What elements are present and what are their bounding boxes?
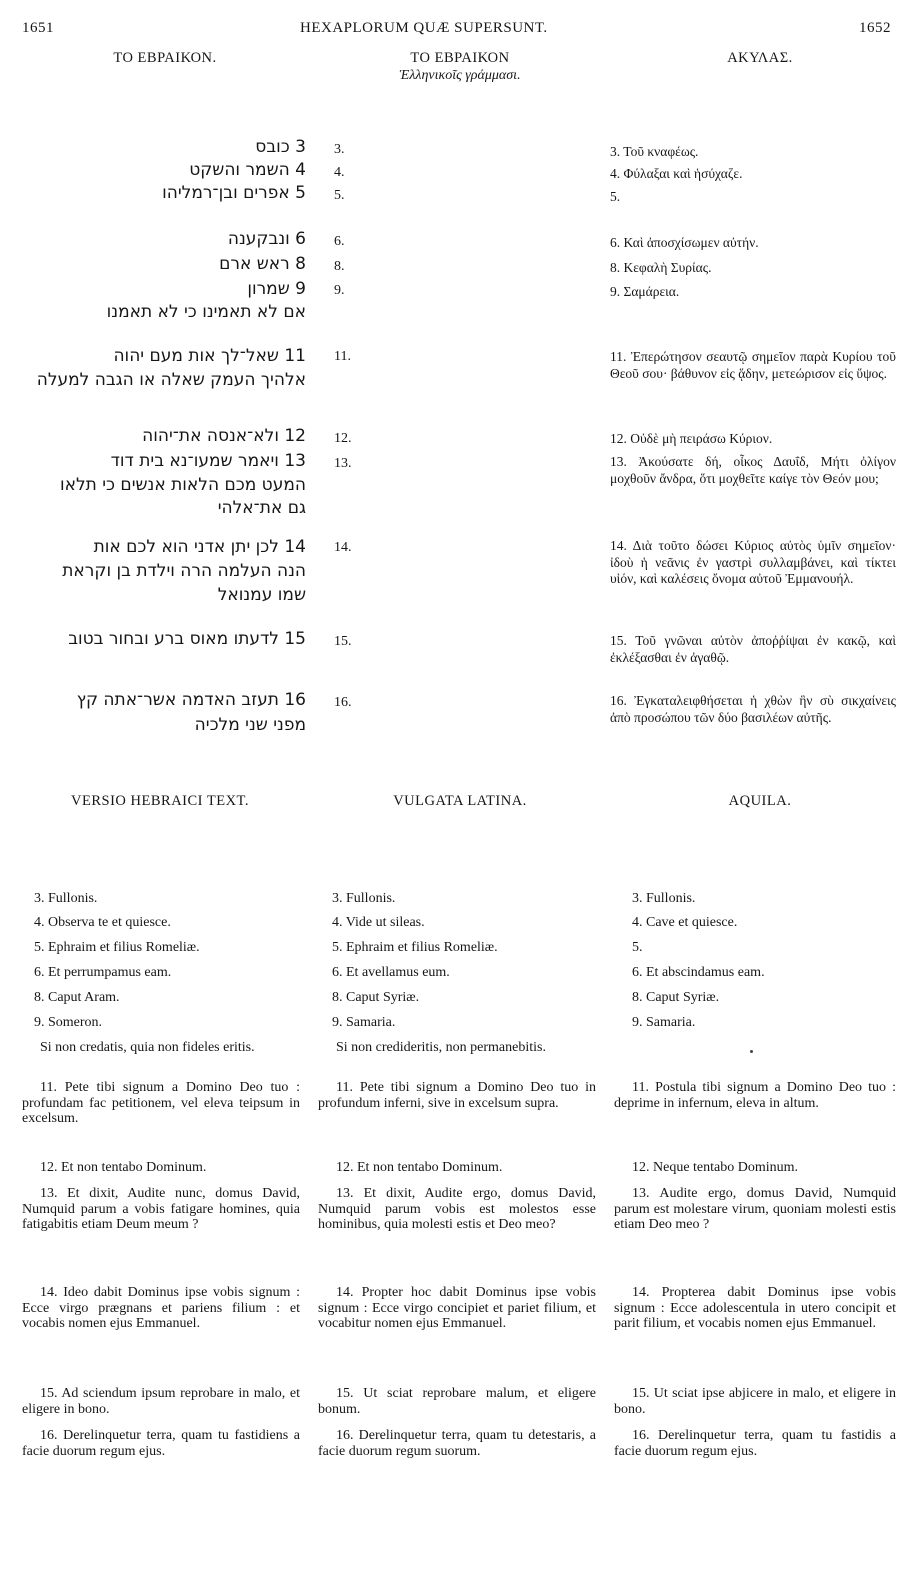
verse-number: 11. bbox=[334, 349, 351, 364]
aquila-latin-verse: 9. Samaria. bbox=[632, 1015, 696, 1030]
vulgata-verse: 5. Ephraim et filius Romeliæ. bbox=[332, 940, 498, 955]
heading-hebrew: ΤΟ ΕΒΡΑΙΚΟΝ. bbox=[113, 50, 217, 66]
aquila-latin-verse: 8. Caput Syriæ. bbox=[632, 990, 720, 1005]
vulgata-verse: 12. Et non tentabo Dominum. bbox=[336, 1160, 503, 1175]
hebrew-line: 15 לדעתו מאוס ברע ובחור בטוב bbox=[68, 629, 306, 649]
hebrew-line: 5 אפרים ובן־רמליהו bbox=[162, 183, 306, 203]
vulgata-verse: 15. Ut sciat reprobare malum, et eligere bonum. bbox=[318, 1386, 596, 1417]
aquila-greek-verse: 16. Ἐγκαταλειφθήσεται ἡ χθὼν ἣν σὺ σικχαίνεις ἀπὸ προσώπου τῶν δύο βασιλέων αὐτῆς. bbox=[610, 693, 896, 725]
heading-transliterated: ΤΟ ΕΒΡΑΙΚΟΝ bbox=[410, 50, 510, 66]
versio-verse: 16. Derelinquetur terra, quam tu fastidiens a facie duorum regum ejus. bbox=[22, 1428, 300, 1459]
vulgata-verse: 3. Fullonis. bbox=[332, 891, 396, 906]
page-number-left: 1651 bbox=[22, 20, 54, 36]
aquila-greek-verse: 6. Καὶ ἀποσχίσωμεν αὐτήν. bbox=[610, 235, 759, 250]
aquila-latin-verse: 3. Fullonis. bbox=[632, 891, 696, 906]
aquila-latin-verse: 5. bbox=[632, 940, 643, 955]
page-title: HEXAPLORUM QUÆ SUPERSUNT. bbox=[300, 20, 548, 36]
hebrew-line: 6 ונבקענה bbox=[227, 229, 306, 249]
verse-number: 12. bbox=[334, 431, 352, 446]
versio-verse: 13. Et dixit, Audite nunc, domus David, Numquid parum a vobis fatigare homines, quia fatigabitis etiam Deum meum ? bbox=[22, 1186, 300, 1232]
hebrew-line: אלהיך העמק שאלה או הגבה למעלה bbox=[36, 370, 306, 390]
aquila-greek-verse: 14. Διὰ τοῦτο δώσει Κύριος αὐτὸς ὑμῖν σημεῖον· ἰδοὺ ἡ νεᾶνις ἐν γαστρὶ συλλαμβάνει, καὶ τίκτει υἱόν, καὶ καλέσεις ὄνομα αὐτοῦ Ἐμμανουήλ. bbox=[610, 538, 896, 586]
heading-aquila-greek: ΑΚΥΛΑΣ. bbox=[727, 50, 793, 66]
heading-aquila-latin: AQUILA. bbox=[728, 793, 792, 809]
hebrew-line: שמו עמנואל bbox=[217, 585, 306, 605]
hebrew-line: 8 ראש ארם bbox=[219, 254, 306, 274]
aquila-greek-verse: 8. Κεφαλὴ Συρίας. bbox=[610, 260, 712, 275]
hebrew-line: גם את־אלהי bbox=[217, 498, 306, 518]
aquila-greek-verse: 9. Σαμάρεια. bbox=[610, 284, 680, 299]
versio-verse: 3. Fullonis. bbox=[34, 891, 98, 906]
versio-hebraici-column bbox=[22, 0, 300, 1572]
versio-verse: 11. Pete tibi signum a Domino Deo tuo : profundam fac petitionem, vel eleva teipsum in excelsum. bbox=[22, 1080, 300, 1126]
versio-verse: 14. Ideo dabit Dominus ipse vobis signum : Ecce virgo prægnans et pariens filium : et vocabis nomen ejus Emmanuel. bbox=[22, 1285, 300, 1331]
versio-verse: 6. Et perrumpamus eam. bbox=[34, 965, 172, 980]
versio-verse: 12. Et non tentabo Dominum. bbox=[40, 1160, 207, 1175]
verse-number: 14. bbox=[334, 540, 352, 555]
verse-number: 8. bbox=[334, 259, 345, 274]
aquila-greek-verse: 4. Φύλαξαι καὶ ἡσύχαζε. bbox=[610, 166, 743, 181]
hebrew-line: 13 ויאמר שמעו־נא בית דוד bbox=[110, 451, 306, 471]
aquila-greek-verse: 5. bbox=[610, 189, 621, 204]
page-number-right: 1652 bbox=[859, 20, 891, 36]
verse-number: 16. bbox=[334, 695, 352, 710]
aquila-greek-verse: 3. Τοῦ κναφέως. bbox=[610, 144, 699, 159]
versio-verse: 15. Ad sciendum ipsum reprobare in malo, et eligere in bono. bbox=[22, 1386, 300, 1417]
versio-verse: Si non credatis, quia non fideles eritis. bbox=[40, 1040, 255, 1055]
vulgata-verse: 4. Vide ut sileas. bbox=[332, 915, 425, 930]
vulgata-verse: 16. Derelinquetur terra, quam tu detestaris, a facie duorum regum suorum. bbox=[318, 1428, 596, 1459]
vulgata-latina-column bbox=[318, 0, 596, 1572]
versio-verse: 5. Ephraim et filius Romeliæ. bbox=[34, 940, 200, 955]
hebrew-line: אם לא תאמינו כי לא תאמנו bbox=[106, 302, 306, 322]
aquila-greek-verse: 11. Ἐπερώτησον σεαυτῷ σημεῖον παρὰ Κυρίου τοῦ Θεοῦ σου· βάθυνον εἰς ᾅδην, μετεώρισον εἰς ὕψος. bbox=[610, 349, 896, 381]
verse-number: 6. bbox=[334, 234, 345, 249]
aquila-greek-verse: 12. Οὐδὲ μὴ πειράσω Κύριον. bbox=[610, 431, 773, 446]
vulgata-verse: 11. Pete tibi signum a Domino Deo tuo in profundum inferni, sive in excelsum supra. bbox=[318, 1080, 596, 1111]
vulgata-verse: 9. Samaria. bbox=[332, 1015, 396, 1030]
hebrew-line: 9 שמרון bbox=[247, 279, 306, 299]
versio-verse: 9. Someron. bbox=[34, 1015, 103, 1030]
aquila-greek-verse: 15. Τοῦ γνῶναι αὐτὸν ἀποῤῥίψαι ἐν κακῷ, καὶ ἐκλέξασθαι ἐν ἀγαθῷ. bbox=[610, 633, 896, 665]
heading-transliterated-sub: Ἑλληνικοῖς γράμμασι. bbox=[399, 68, 521, 83]
heading-vulgata-latina: VULGATA LATINA. bbox=[393, 793, 527, 809]
verse-number: 5. bbox=[334, 188, 345, 203]
aquila-latin-verse: 15. Ut sciat ipse abjicere in malo, et eligere in bono. bbox=[614, 1386, 896, 1417]
hebrew-line: 11 שאל־לך אות מעם יהוה bbox=[113, 346, 306, 366]
aquila-latin-verse: 6. Et abscindamus eam. bbox=[632, 965, 765, 980]
verse-number: 3. bbox=[334, 142, 345, 157]
hebrew-line: 4 השמר והשקט bbox=[189, 160, 306, 180]
vulgata-verse: Si non credideritis, non permanebitis. bbox=[336, 1040, 546, 1055]
hebrew-line: הנה העלמה הרה וילדת בן וקראת bbox=[62, 561, 306, 581]
hebrew-line: 14 לכן יתן אדני הוא לכם אות bbox=[93, 537, 306, 557]
versio-verse: 4. Observa te et quiesce. bbox=[34, 915, 171, 930]
aquila-latin-verse: 13. Audite ergo, domus David, Numquid parum est molestare virum, quoniam molesti estis etiam Deo meo ? bbox=[614, 1186, 896, 1232]
vulgata-verse: 6. Et avellamus eum. bbox=[332, 965, 450, 980]
versio-verse: 8. Caput Aram. bbox=[34, 990, 120, 1005]
hebrew-line: 16 תעזב האדמה אשר־אתה קץ bbox=[76, 690, 306, 710]
aquila-latin-verse: 4. Cave et quiesce. bbox=[632, 915, 738, 930]
aquila-latin-verse: 14. Propterea dabit Dominus ipse vobis signum : Ecce adolescentula in utero concipit et parit filium, et vocabis nomen ejus Emmanuel. bbox=[614, 1285, 896, 1331]
aquila-greek-verse: 13. Ἀκούσατε δή, οἶκος Δαυΐδ, Μήτι ὀλίγον μοχθοῦν ἄνδρα, ὅτι μοχθεῖτε καίγε τὸν Θεόν μου; bbox=[610, 454, 896, 486]
aquila-latin-column bbox=[614, 0, 896, 1572]
heading-versio-hebraici: VERSIO HEBRAICI TEXT. bbox=[71, 793, 249, 809]
aquila-latin-verse: 11. Postula tibi signum a Domino Deo tuo : deprime in infernum, eleva in altum. bbox=[614, 1080, 896, 1111]
hebrew-line: 3 כובס bbox=[255, 137, 306, 157]
hebrew-line: מפני שני מלכיה bbox=[194, 715, 306, 735]
vulgata-verse: 14. Propter hoc dabit Dominus ipse vobis signum : Ecce virgo concipiet et pariet filium, et vocabitur nomen ejus Emmanuel. bbox=[318, 1285, 596, 1331]
verse-number: 9. bbox=[334, 283, 345, 298]
vulgata-verse: 13. Et dixit, Audite ergo, domus David, Numquid parum vobis est molestos esse hominibus, quia molesti estis et Deo meo? bbox=[318, 1186, 596, 1232]
vulgata-verse: 8. Caput Syriæ. bbox=[332, 990, 420, 1005]
stray-dot bbox=[750, 1050, 753, 1053]
hebrew-line: המעט מכם הלאות אנשים כי תלאו bbox=[59, 475, 306, 495]
verse-number: 15. bbox=[334, 634, 352, 649]
aquila-latin-verse: 12. Neque tentabo Dominum. bbox=[632, 1160, 799, 1175]
verse-number: 4. bbox=[334, 165, 345, 180]
hebrew-line: 12 ולא־אנסה את־יהוה bbox=[142, 426, 306, 446]
verse-number: 13. bbox=[334, 456, 352, 471]
aquila-latin-verse: 16. Derelinquetur terra, quam tu fastidis a facie duorum regum ejus. bbox=[614, 1428, 896, 1459]
